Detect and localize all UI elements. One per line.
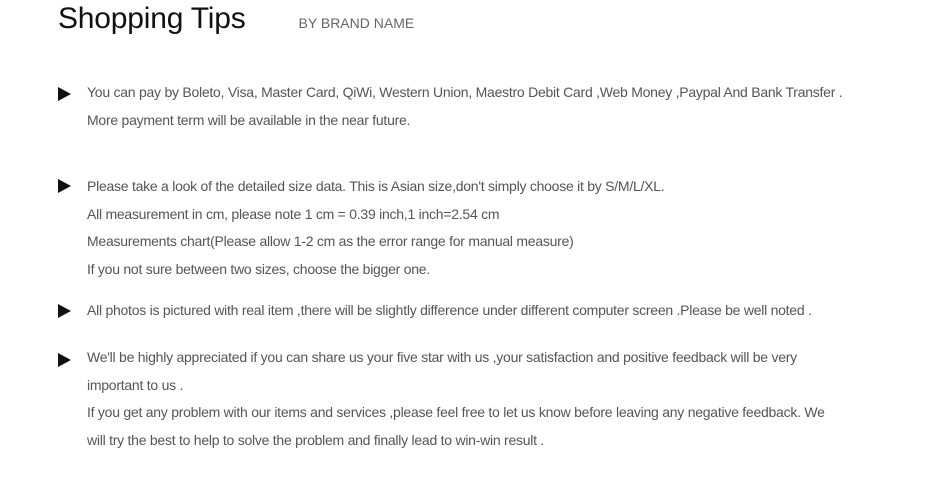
triangle-right-icon xyxy=(58,353,71,367)
tip-text xyxy=(87,344,887,454)
tip-text xyxy=(87,79,887,134)
tip-line: If you not sure between two sizes, choose the bigger one. xyxy=(87,260,430,277)
tip-line: Please take a look of the detailed size data. This is Asian size,don't simply choose it by S/M/L/XL. xyxy=(87,178,665,194)
tip-text xyxy=(87,297,887,325)
triangle-right-icon xyxy=(58,87,71,101)
header xyxy=(58,0,414,40)
tip-line: will try the best to help to solve the problem and finally lead to win-win result . xyxy=(87,431,545,448)
tip-line: All photos is pictured with real item ,there will be slightly difference under different computer screen .Please be well noted . xyxy=(87,302,812,318)
tip-text xyxy=(87,173,887,283)
tip-line: We'll be highly appreciated if you can share us your five star with us ,your satisfaction and positive feedback will be very xyxy=(87,349,797,365)
tip-line: Measurements chart(Please allow 1-2 cm as the error range for manual measure) xyxy=(87,233,574,249)
triangle-right-icon xyxy=(58,179,71,193)
tip-line: important to us . xyxy=(87,376,184,393)
brand-subtitle: BY BRAND NAME xyxy=(298,15,415,31)
tip-line: More payment term will be available in the near future. xyxy=(87,111,411,128)
triangle-right-icon xyxy=(58,304,71,318)
tip-line: If you get any problem with our items and services ,please feel free to let us know before leaving any negative feedback. We xyxy=(87,404,825,420)
tip-line: All measurement in cm, please note 1 cm = 0.39 inch,1 inch=2.54 cm xyxy=(87,205,500,222)
page-title: Shopping Tips xyxy=(58,2,246,35)
tip-line: You can pay by Boleto, Visa, Master Card, QiWi, Western Union, Maestro Debit Card ,Web Money ,Paypal And Bank Transfer . xyxy=(87,84,843,100)
